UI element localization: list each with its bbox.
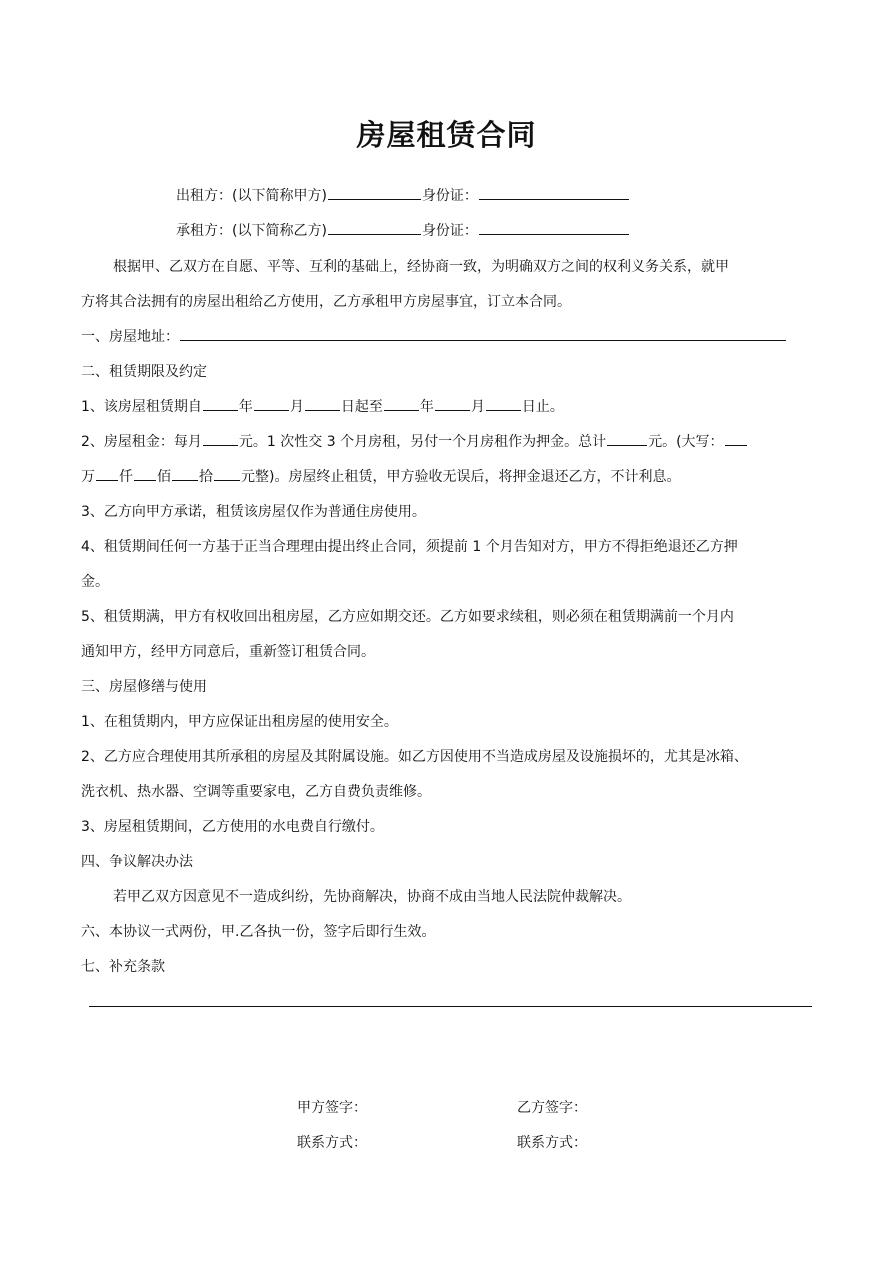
clause-2-1-text: 1、该房屋租赁期自 [81, 399, 202, 415]
party-a-signature-label: 甲方签字： [297, 1100, 367, 1116]
capital-prefix-blank [725, 431, 747, 446]
clause-2-5-line-2: 通知甲方，经甲方同意后，重新签订租赁合同。 [81, 644, 375, 660]
clause-2-1-month: 月 [289, 399, 304, 415]
lessee-id-blank [479, 220, 629, 235]
party-b-contact-label: 联系方式： [517, 1135, 587, 1151]
shi-label: 拾 [199, 469, 213, 485]
document-title: 房屋租赁合同 [356, 118, 537, 152]
clause-2-1-end: 日止。 [521, 399, 564, 415]
yuan-blank [214, 466, 240, 481]
lessor-id-blank [479, 185, 629, 200]
intro-line-1: 根据甲、乙双方在自愿、平等、互利的基础上，经协商一致，为明确双方之间的权利义务关系，就甲 [113, 259, 729, 275]
lessor-label: 出租方：(以下简称甲方) [176, 188, 327, 204]
clause-2-1-year: 年 [238, 399, 253, 415]
clause-2-2-text-c: 元。(大写： [648, 434, 724, 450]
qian-label: 仟 [119, 469, 133, 485]
clause-2-2-line-1 [81, 431, 748, 451]
clause-2-4-line-1: 4、租赁期间任何一方基于正当合理理由提出终止合同，须提前 1 个月告知对方，甲方不得拒绝退还乙方押 [81, 539, 738, 555]
section-7-heading: 七、补充条款 [81, 959, 165, 975]
clause-3-2-line-1: 2、乙方应合理使用其所承租的房屋及其附属设施。如乙方因使用不当造成房屋及设施损坏的，尤其是冰箱、 [81, 749, 748, 765]
intro-line-2: 方将其合法拥有的房屋出租给乙方使用，乙方承租甲方房屋事宜，订立本合同。 [81, 294, 571, 310]
clause-2-1-month2: 月 [470, 399, 485, 415]
start-year-blank [203, 396, 238, 411]
address-blank [180, 326, 786, 341]
section-2-heading: 二、租赁期限及约定 [81, 364, 207, 380]
lessee-id-label: 身份证： [421, 223, 478, 239]
lessee-line [176, 220, 630, 240]
clause-3-3: 3、房屋租赁期间，乙方使用的水电费自行缴付。 [81, 819, 384, 835]
section-4-heading: 四、争议解决办法 [81, 854, 193, 870]
supplementary-terms-line [89, 1006, 812, 1007]
qian-blank [96, 466, 118, 481]
section-1-label: 一、房屋地址： [81, 329, 179, 345]
bai-blank [134, 466, 156, 481]
monthly-rent-blank [203, 431, 238, 446]
party-a-contact-label: 联系方式： [297, 1135, 367, 1151]
bai-label: 佰 [157, 469, 171, 485]
start-day-blank [305, 396, 340, 411]
clause-2-4-line-2: 金。 [81, 574, 109, 590]
end-day-blank [486, 396, 521, 411]
lessor-name-blank [328, 185, 421, 200]
lessee-name-blank [328, 220, 421, 235]
clause-2-3: 3、乙方向甲方承诺，租赁该房屋仅作为普通住房使用。 [81, 504, 426, 520]
section-3-heading: 三、房屋修缮与使用 [81, 679, 207, 695]
shi-blank [172, 466, 198, 481]
section-6: 六、本协议一式两份，甲.乙各执一份，签字后即行生效。 [81, 924, 436, 940]
clause-2-1-to: 日起至 [340, 399, 383, 415]
end-month-blank [435, 396, 470, 411]
clause-2-2-text-b: 元。1 次性交 3 个月房租，另付一个月房租作为押金。总计 [238, 434, 607, 450]
end-year-blank [384, 396, 419, 411]
lessor-line [176, 185, 630, 205]
section-4-body: 若甲乙双方因意见不一造成纠纷，先协商解决，协商不成由当地人民法院仲裁解决。 [113, 889, 631, 905]
clause-2-2-text: 2、房屋租金：每月 [81, 434, 202, 450]
section-1-address [81, 326, 787, 346]
lessee-label: 承租方：(以下简称乙方) [176, 223, 327, 239]
clause-2-1-year2: 年 [419, 399, 434, 415]
start-month-blank [254, 396, 289, 411]
lessor-id-label: 身份证： [421, 188, 478, 204]
clause-2-2-line-2 [81, 466, 680, 486]
clause-3-2-line-2: 洗衣机、热水器、空调等重要家电，乙方自费负责维修。 [81, 784, 431, 800]
clause-2-2-tail: 元整)。房屋终止租赁，甲方验收无误后，将押金退还乙方，不计利息。 [241, 469, 681, 485]
total-blank [607, 431, 647, 446]
wan-label: 万 [81, 469, 95, 485]
party-b-signature-label: 乙方签字： [517, 1100, 587, 1116]
clause-2-1 [81, 396, 564, 416]
clause-2-5-line-1: 5、租赁期满，甲方有权收回出租房屋，乙方应如期交还。乙方如要求续租，则必须在租赁期满前一个月内 [81, 609, 734, 625]
clause-3-1: 1、在租赁期内，甲方应保证出租房屋的使用安全。 [81, 714, 398, 730]
